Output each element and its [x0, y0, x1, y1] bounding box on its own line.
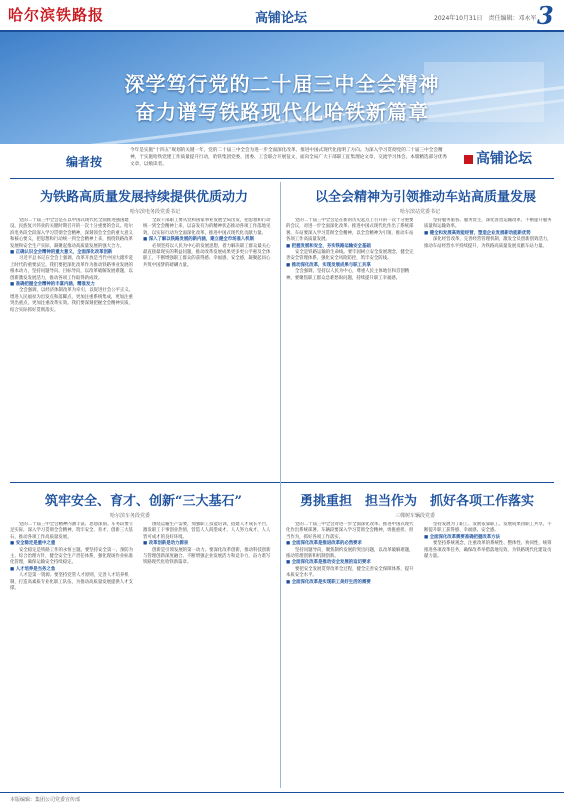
- subheading: ■ 正确认识全会精神的重大意义，全面深化改革创新: [10, 250, 135, 256]
- editor-note-label: 编者按: [66, 155, 103, 169]
- article-title: 勇挑重担 担当作为 抓好各项工作落实: [300, 494, 535, 509]
- subheading: ■ 准确把握全会精神的丰富内涵，精准发力: [10, 282, 135, 288]
- dateline: 2024年10月31日 责任编辑：邓永军: [434, 15, 537, 22]
- section-divider: [10, 482, 554, 483]
- column-divider: [280, 182, 281, 788]
- subheading: ■ 人才培养是当务之急: [10, 567, 135, 573]
- paragraph: 党的二十届三中全会精神内涵丰富、思想深刻。车务段要立足实际，深入学习贯彻全会精神，筑牢安全、育才、创新三大基石，推动各项工作高质量发展。: [10, 522, 134, 540]
- headline-line-1: 深学笃行党的二十届三中全会精神: [124, 72, 440, 96]
- paragraph: 要坚持系统观念，注重改革的系统性、整体性、协同性，统筹推进各项改革任务，确保改革举措落地见效，为铁路现代化建设贡献力量。: [424, 541, 552, 560]
- paragraph: 全会强调，坚持以人民为中心，尊重人民主体地位和首创精神。要聚焦职工群众急难愁盼问题，持续提升职工幸福感。: [286, 269, 410, 281]
- article-column: [286, 218, 416, 476]
- article-column: [286, 522, 416, 788]
- article-byline: 哈尔滨站党委书记: [400, 209, 446, 215]
- paragraph: 全会强调，以经济体制改革为牵引，以促进社会公平正义、增进人民福祉为出发点和落脚点，更加注重系统集成，更加注重突出重点，更加注重改革实效。我们要深刻把握全会精神实质，结合实际抓好贯彻落实。: [10, 288, 134, 313]
- subheading: ■ 全面深化改革是实现职工美好生活的需要: [286, 580, 416, 586]
- subheading: ■ 全面深化改革需要准确把握改革方法: [424, 535, 554, 541]
- subheading: ■ 推动深化改革，实现发展成果与职工共享: [286, 263, 416, 269]
- subheading: ■ 深入了解以铁路发展的新内涵，建立健全市场准入机制: [143, 237, 273, 243]
- article-title: 以全会精神为引领推动车站高质量发展: [315, 190, 537, 205]
- article-column: [10, 218, 135, 476]
- footer-text: 本版编辑：集团公司党委宣传部: [10, 797, 81, 803]
- paragraph: 人才是第一资源。要坚持党管人才原则，完善人才培养机制，打造高素质专业化职工队伍，为推动高质量发展提供人才支撑。: [10, 573, 133, 592]
- article-column: [10, 522, 135, 788]
- subheading: ■ 安全稳定是重中之重: [10, 541, 135, 547]
- headline-line-2: 奋力谱写铁路现代化哈铁新篇章: [135, 100, 429, 124]
- paragraph: 全段干部职工要从党和国家事业发展全局出发，把思想和行动统一到全会精神上来，以奋发有为的精神状态推动各项工作落地见效，以实际行动为全面深化改革、推进中国式现代化贡献力量。: [143, 218, 271, 236]
- masthead: [0, 0, 564, 32]
- article-byline: 三棵树车辆段党委: [395, 513, 441, 519]
- subheading: ■ 全面深化改革是推动安全发展的迫切要求: [286, 560, 416, 566]
- paragraph: 必须坚持以人民为中心的发展思想，着力解决职工群众最关心最直接最现实的利益问题，推动改革发展成果更多更公平惠及全体职工，不断增强职工群众的获得感、幸福感、安全感，凝聚起同心共筑中国梦的磅礴力量。: [143, 243, 271, 268]
- paragraph: 党的二十届三中全会是在新的历史起点上召开的一次十分重要的会议，对进一步全面深化改革、推进中国式现代化作出了系统部署。车站要深入学习贯彻全会精神，以全会精神为引领，推动车站各项工作高质量发展。: [286, 218, 414, 243]
- article-byline: 哈尔滨车务段党委: [110, 513, 156, 519]
- subheading: ■ 改革创新是动力源泉: [143, 541, 273, 547]
- section-title: 高铺论坛: [255, 11, 308, 26]
- section-divider: [10, 178, 554, 179]
- paragraph: 党的二十届三中全会对进一步全面深化改革、推进中国式现代化作出系统部署。车辆段要深入学习贯彻全会精神，勇挑重担、担当作为，抓好各项工作落实。: [286, 522, 414, 540]
- paragraph: 安全稳定是铁路工作的永恒主题。要坚持安全第一、预防为主、综合治理方针，健全安全生产责任体系，强化现场作业标准化管理，确保运输安全持续稳定。: [10, 547, 134, 566]
- column-mark-icon: [464, 155, 473, 164]
- subheading: ■ 全面深化改革是推进改革的必然要求: [286, 541, 416, 547]
- paragraph: 坚持服务旅客、服务货主，深化客货运输改革，不断提升服务质量和运输效率。: [424, 218, 552, 230]
- paragraph: 创新是引领发展的第一动力。要深化改革创新，推动科技创新与管理创新深度融合，不断增强企业发展活力和竞争力，奋力谱写铁路现代化哈铁新篇章。: [143, 547, 271, 566]
- article-title: 筑牢安全、育才、创新“三大基石”: [45, 494, 242, 509]
- column-mark-label: 高铺论坛: [476, 151, 532, 167]
- page-number: 3: [537, 1, 554, 30]
- paragraph: 安全是铁路运输的生命线。要牢固树立安全发展理念，健全完善安全管理体系，强化安全风险防控，筑牢安全防线。: [286, 250, 414, 262]
- newspaper-logo: 哈尔滨铁路报: [8, 6, 105, 24]
- paragraph: 要把安全发展贯穿改革全过程，健全完善安全保障体系，提升本质安全水平。: [286, 566, 414, 579]
- article-byline: 哈尔滨电务段党委书记: [130, 209, 186, 215]
- column-mark: [464, 148, 532, 168]
- subheading: ■ 把握发展和安全，夯实铁路运输安全基础: [286, 244, 416, 250]
- article-column: [143, 522, 273, 788]
- subheading: ■ 健全和发展高效能经营，塑造企业发展新动能新优势: [424, 231, 554, 237]
- paragraph: 习近平总书记在全会上强调，改革开放是当代中国大踏步赶上时代的重要法宝。我们要把深化改革作为推动铁路事业发展的根本动力，坚持问题导向、目标导向，以改革破解发展难题，以创新激发发展活力，推动各项工作取得新成效。: [10, 256, 134, 281]
- editor-note-text: 今年是实施“十四五”规划的关键一年，党的二十届三中全会为进一步全面深化改革、推进中国式现代化指明了方向。为深入学习贯彻党的二十届三中全会精神，于实施哈铁党建工作质量提升行动，哈铁集团党委、团委、工会联合开展征文，面向全局广大干部职工征集理论文章，交流学习体会。本版精选部分优秀文章，以飨读者。: [130, 148, 447, 167]
- article-title: 为铁路高质量发展持续提供优质动力: [40, 190, 249, 205]
- article-column: [424, 218, 554, 476]
- paragraph: 围绕运输生产需要，加强职工技能培训，搭建人才成长平台，激发职工干事创业热情，营造人人渴望成才、人人努力成才、人人皆可成才的良好环境。: [143, 522, 271, 540]
- article-column: [143, 218, 273, 476]
- paragraph: 坚持发展为了职工、发展依靠职工、发展成果由职工共享，不断提升职工获得感、幸福感、安全感。: [424, 522, 552, 534]
- paragraph: 坚持问题导向，聚焦制约发展的突出问题，以改革破解难题，推动管理创新和机制创新。: [286, 547, 414, 560]
- paragraph: 深化经营改革，完善经营管理机制，激发全员创新创效活力，推动车站经营水平持续提升，为铁路高质量发展贡献车站力量。: [424, 237, 552, 249]
- page-footer: [0, 792, 564, 806]
- paragraph: 党的二十届三中全会是在以中国式现代化全面推进强国建设、民族复兴伟业的关键时期召开的一次十分重要的会议。哈尔滨电务段全段深入学习贯彻全会精神，深刻领会全会的重大意义和核心要义，把思想和行动统一到全会精神上来，围绕铁路改革发展和安全生产实际，凝聚起推动高质量发展的强大合力。: [10, 218, 133, 249]
- article-column: [424, 522, 554, 788]
